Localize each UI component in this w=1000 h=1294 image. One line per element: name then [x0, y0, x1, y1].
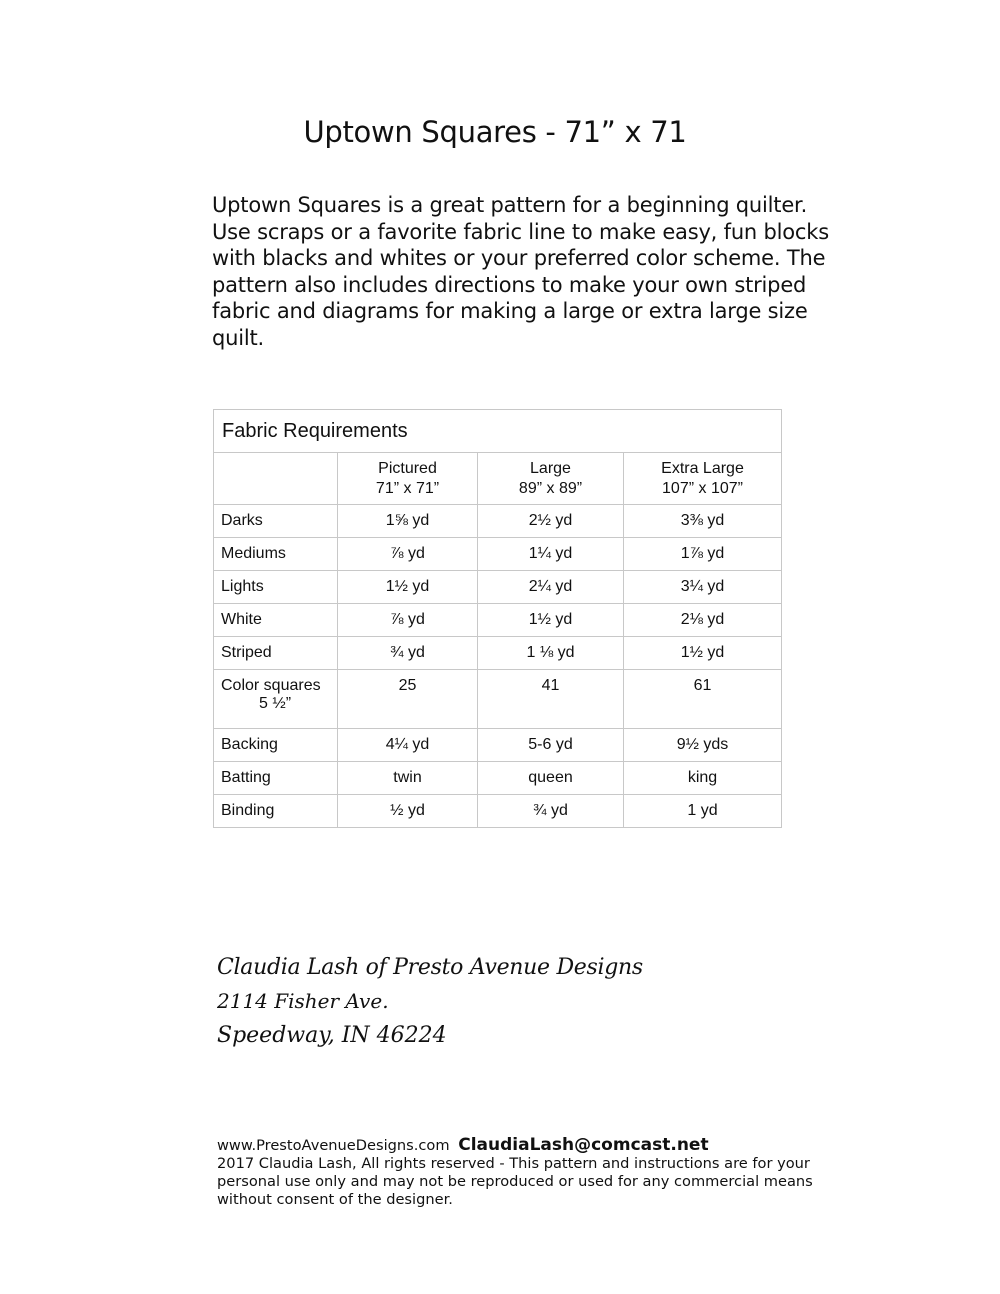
table-cell: 41 — [478, 670, 624, 729]
column-name: Large — [530, 459, 571, 477]
table-caption: Fabric Requirements — [214, 410, 782, 453]
table-row — [214, 505, 782, 538]
row-label: Lights — [214, 571, 338, 604]
table-row — [214, 538, 782, 571]
table-cell: 61 — [624, 670, 782, 729]
street-line: 2114 Fisher Ave. — [217, 989, 389, 1013]
table-cell: 2⅛ yd — [624, 604, 782, 637]
column-header-pictured — [338, 453, 478, 505]
table-cell: 3¼ yd — [624, 571, 782, 604]
row-label — [214, 670, 338, 729]
page-title: Uptown Squares - 71” x 71 — [303, 115, 687, 149]
table-cell: ¾ yd — [478, 795, 624, 828]
website-link[interactable]: www.PrestoAvenueDesigns.com — [217, 1137, 450, 1154]
column-size: 71” x 71” — [375, 479, 440, 497]
table-cell: 1¼ yd — [478, 538, 624, 571]
table-cell: ⅞ yd — [338, 604, 478, 637]
row-label: Backing — [214, 729, 338, 762]
footer — [217, 1136, 837, 1209]
table-cell: 3⅜ yd — [624, 505, 782, 538]
table-cell: 1 ⅛ yd — [478, 637, 624, 670]
table-cell: 9½ yds — [624, 729, 782, 762]
table-cell: 25 — [338, 670, 478, 729]
table-row — [214, 670, 782, 729]
table-cell: king — [624, 762, 782, 795]
city-line: Speedway, IN 46224 — [217, 1023, 447, 1048]
row-label: Binding — [214, 795, 338, 828]
table-row — [214, 762, 782, 795]
table-row — [214, 571, 782, 604]
row-label: White — [214, 604, 338, 637]
intro-paragraph — [212, 192, 829, 351]
intro-line: Use scraps or a favorite fabric line to make easy, fun blocks — [212, 219, 829, 244]
contact-line — [217, 1136, 837, 1155]
row-label: Striped — [214, 637, 338, 670]
column-size: 107” x 107” — [662, 479, 743, 497]
table-cell: 1⅝ yd — [338, 505, 478, 538]
row-label: Mediums — [214, 538, 338, 571]
row-label-subtext: 5 ½” — [259, 695, 292, 712]
column-header-large — [478, 453, 624, 505]
intro-line: pattern also includes directions to make your own striped — [212, 272, 807, 297]
table-caption-row — [214, 410, 782, 453]
table-cell: ⅞ yd — [338, 538, 478, 571]
intro-line: with blacks and whites or your preferred color scheme. The — [212, 246, 826, 270]
intro-line: Uptown Squares is a great pattern for a beginning quilter. — [212, 193, 808, 217]
email-link[interactable]: ClaudiaLash@comcast.net — [458, 1135, 709, 1155]
table-cell: 1½ yd — [338, 571, 478, 604]
row-label-text: Color squares — [221, 677, 321, 694]
table-cell: queen — [478, 762, 624, 795]
intro-line: fabric and diagrams for making a large or extra large size — [212, 299, 808, 323]
copyright-line: without consent of the designer. — [217, 1191, 453, 1208]
table-cell: 1⅞ yd — [624, 538, 782, 571]
table-cell: 2¼ yd — [478, 571, 624, 604]
table-cell: 1½ yd — [624, 637, 782, 670]
header-empty-cell — [214, 453, 338, 505]
copyright-line: 2017 Claudia Lash, All rights reserved - This pattern and instructions are for your — [217, 1155, 810, 1172]
row-label: Batting — [214, 762, 338, 795]
column-size: 89” x 89” — [518, 479, 583, 497]
table-header-row — [214, 453, 782, 505]
table-cell: 1 yd — [624, 795, 782, 828]
table-cell: 5-6 yd — [478, 729, 624, 762]
table-cell: 4¼ yd — [338, 729, 478, 762]
table-cell: ¾ yd — [338, 637, 478, 670]
table-row — [214, 729, 782, 762]
column-header-extra-large — [624, 453, 782, 505]
table-cell: ½ yd — [338, 795, 478, 828]
designer-address — [217, 955, 643, 1057]
table-cell: 2½ yd — [478, 505, 624, 538]
fabric-requirements-table — [213, 409, 782, 828]
copyright-line: personal use only and may not be reproduced or used for any commercial means — [217, 1173, 813, 1190]
row-label: Darks — [214, 505, 338, 538]
table-row — [214, 637, 782, 670]
designer-name-line: Claudia Lash of Presto Avenue Designs — [217, 955, 643, 980]
column-name: Pictured — [378, 459, 437, 477]
table-row — [214, 795, 782, 828]
table-cell: twin — [338, 762, 478, 795]
table-cell: 1½ yd — [478, 604, 624, 637]
table-row — [214, 604, 782, 637]
intro-line: quilt. — [212, 325, 265, 350]
column-name: Extra Large — [661, 459, 744, 477]
